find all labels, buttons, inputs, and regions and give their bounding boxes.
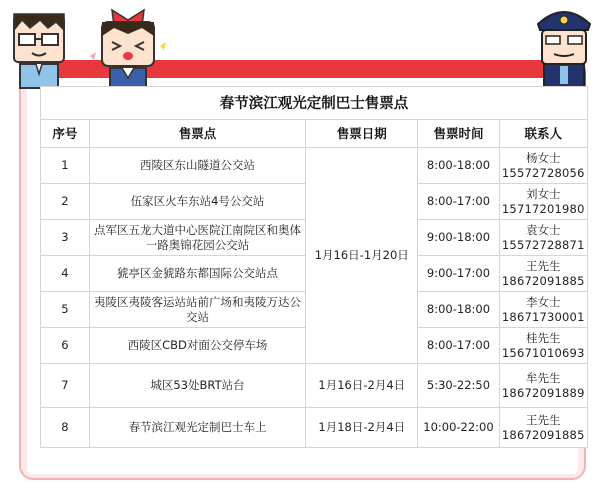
sale-date: 1月18日-2月4日: [306, 408, 418, 448]
row-number: 8: [41, 408, 90, 448]
sale-time: 5:30-22:50: [418, 364, 499, 408]
officer-illustration: [530, 2, 598, 90]
sale-time: 8:00-18:00: [418, 292, 499, 328]
table-title: 春节滨江观光定制巴士售票点: [41, 87, 588, 120]
sale-time: 8:00-17:00: [418, 184, 499, 220]
sale-date: 1月16日-2月4日: [306, 364, 418, 408]
row-number: 7: [41, 364, 90, 408]
contact-name: 袁女士: [526, 222, 561, 237]
header-row: [41, 120, 588, 148]
row-number: 3: [41, 220, 90, 256]
row-number: 1: [41, 148, 90, 184]
contact-name: 杨女士: [526, 150, 561, 165]
contact-phone: 18672091885: [501, 273, 585, 288]
ticket-site: 西陵区CBD对面公交停车场: [89, 328, 305, 364]
header-date: 售票日期: [306, 120, 418, 148]
contact-name: 刘女士: [526, 186, 561, 201]
contact-phone: 15717201980: [501, 201, 585, 216]
contact-cell: [499, 408, 587, 448]
contact-cell: [499, 148, 587, 184]
girl-with-bow-illustration: [82, 6, 174, 94]
table-row: [41, 364, 588, 408]
ticket-site: 伍家区火车东站4号公交站: [89, 184, 305, 220]
contact-name: 牟先生: [526, 370, 561, 385]
row-number: 2: [41, 184, 90, 220]
sale-time: 8:00-18:00: [418, 148, 499, 184]
ticket-site: 春节滨江观光定制巴士车上: [89, 408, 305, 448]
contact-cell: [499, 220, 587, 256]
ticket-outlet-table: [40, 86, 588, 448]
contact-cell: [499, 256, 587, 292]
contact-phone: 15572728871: [501, 237, 585, 252]
contact-phone: 15671010693: [501, 345, 585, 360]
header-contact: 联系人: [499, 120, 587, 148]
sale-time: 8:00-17:00: [418, 328, 499, 364]
ticket-site: 西陵区东山隧道公交站: [89, 148, 305, 184]
contact-phone: 18672091885: [501, 427, 585, 442]
contact-name: 王先生: [526, 412, 561, 427]
contact-name: 桂先生: [526, 330, 561, 345]
header-site: 售票点: [89, 120, 305, 148]
row-number: 6: [41, 328, 90, 364]
sale-time: 9:00-17:00: [418, 256, 499, 292]
sale-time: 10:00-22:00: [418, 408, 499, 448]
contact-cell: [499, 328, 587, 364]
contact-phone: 18672091889: [501, 385, 585, 400]
table-row: [41, 148, 588, 184]
ticket-site: 夷陵区夷陵客运站站前广场和夷陵万达公交站: [89, 292, 305, 328]
contact-phone: 15572728056: [501, 165, 585, 180]
header-time: 售票时间: [418, 120, 499, 148]
ticket-site: 城区53处BRT站台: [89, 364, 305, 408]
row-number: 4: [41, 256, 90, 292]
contact-cell: [499, 364, 587, 408]
contact-phone: 18671730001: [501, 309, 585, 324]
header-no: 序号: [41, 120, 90, 148]
contact-name: 李女士: [526, 294, 561, 309]
row-number: 5: [41, 292, 90, 328]
boy-with-glasses-illustration: [6, 8, 72, 90]
contact-cell: [499, 184, 587, 220]
contact-cell: [499, 292, 587, 328]
table-row: [41, 408, 588, 448]
merged-sale-date: 1月16日-1月20日: [306, 148, 418, 364]
sale-time: 9:00-18:00: [418, 220, 499, 256]
ticket-site: 点军区五龙大道中心医院江南院区和奥体一路奥锦花园公交站: [89, 220, 305, 256]
contact-name: 王先生: [526, 258, 561, 273]
ticket-site: 猇亭区金猇路东都国际公交站点: [89, 256, 305, 292]
